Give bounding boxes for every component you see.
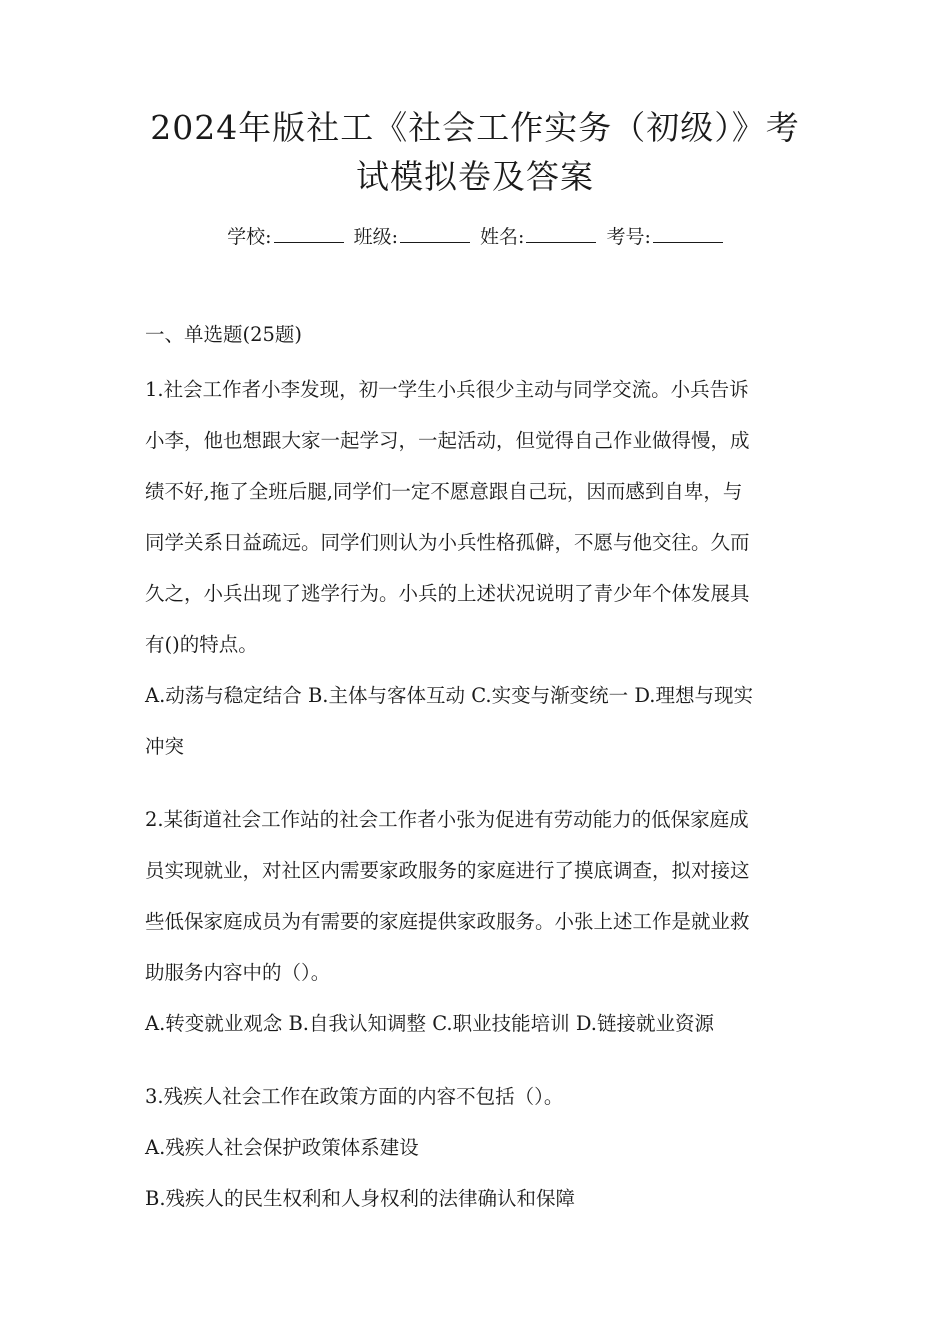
- question-stem-line: 3.残疾人社会工作在政策方面的内容不包括（）。: [145, 1085, 564, 1108]
- question-gap: [145, 772, 810, 794]
- question-options-line: A.转变就业观念 B.自我认知调整 C.职业技能培训 D.链接就业资源: [145, 1012, 714, 1035]
- name-field: [480, 224, 596, 250]
- document-title-line-1: 2024年版社工《社会工作实务（初级）》考: [150, 108, 800, 147]
- question-options-line: 冲突: [145, 735, 185, 758]
- number-label: 考号:: [606, 226, 651, 248]
- document-title-line-2: 试模拟卷及答案: [356, 157, 594, 196]
- question-stem-line: 同学关系日益疏远。同学们则认为小兵性格孤僻，不愿与他交往。久而: [145, 531, 750, 554]
- class-field: [354, 224, 470, 250]
- question-stem-line: 助服务内容中的（）。: [145, 961, 331, 984]
- question-1: [145, 364, 810, 772]
- question-stem-line: 2.某街道社会工作站的社会工作者小张为促进有劳动能力的低保家庭成: [145, 808, 749, 831]
- student-info-row: [0, 224, 950, 250]
- question-stem-line: 久之，小兵出现了逃学行为。小兵的上述状况说明了青少年个体发展具: [145, 582, 750, 605]
- question-3: [145, 1071, 810, 1224]
- question-stem-line: 1.社会工作者小李发现，初一学生小兵很少主动与同学交流。小兵告诉: [145, 378, 749, 401]
- number-blank: [653, 224, 723, 243]
- question-stem-line: 有()的特点。: [145, 633, 258, 656]
- question-options-line: A.动荡与稳定结合 B.主体与客体互动 C.实变与渐变统一 D.理想与现实: [145, 684, 753, 707]
- name-blank: [526, 224, 596, 243]
- school-blank: [274, 224, 344, 243]
- school-label: 学校:: [227, 226, 272, 248]
- school-field: [227, 224, 343, 250]
- class-label: 班级:: [353, 226, 398, 248]
- class-blank: [400, 224, 470, 243]
- question-options-line: B.残疾人的民生权利和人身权利的法律确认和保障: [145, 1187, 576, 1210]
- question-2: [145, 794, 810, 1049]
- question-stem-line: 员实现就业，对社区内需要家政服务的家庭进行了摸底调查，拟对接这: [145, 859, 750, 882]
- question-gap: [145, 1049, 810, 1071]
- name-label: 姓名:: [480, 226, 525, 248]
- document-body: [145, 318, 810, 1224]
- question-stem-line: 绩不好,拖了全班后腿,同学们一定不愿意跟自己玩，因而感到自卑，与: [145, 480, 743, 503]
- section-heading: 一、单选题(25题): [145, 323, 303, 346]
- question-options-line: A.残疾人社会保护政策体系建设: [145, 1136, 419, 1159]
- number-field: [606, 224, 722, 250]
- question-stem-line: 些低保家庭成员为有需要的家庭提供家政服务。小张上述工作是就业救: [145, 910, 750, 933]
- question-stem-line: 小李，他也想跟大家一起学习，一起活动，但觉得自己作业做得慢，成: [145, 429, 750, 452]
